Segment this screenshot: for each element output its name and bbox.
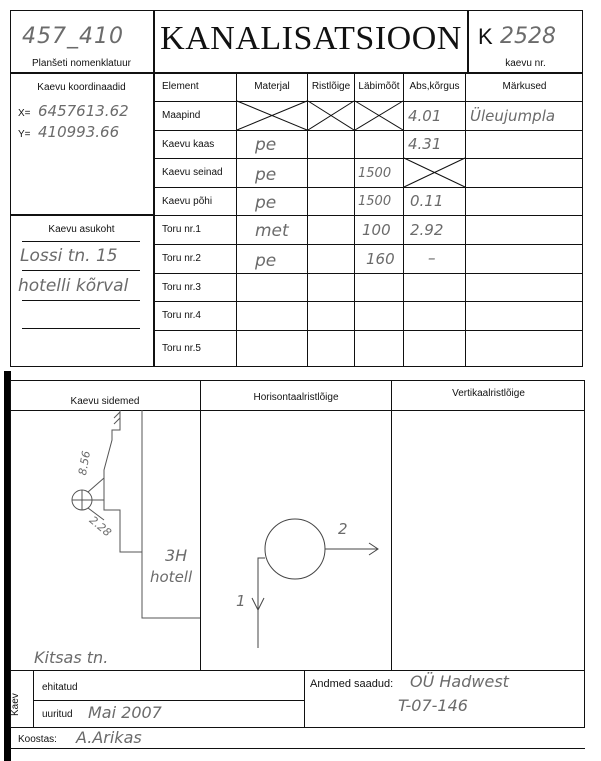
row-materjal: pe (255, 251, 277, 271)
ehitatud-label: ehitatud (42, 682, 78, 693)
row-element: Toru nr.4 (162, 310, 201, 321)
x-coordinate-value: 6457613.62 (38, 102, 129, 120)
pipe-2-label: 2 (338, 520, 348, 538)
row-abs: 0.11 (410, 192, 444, 210)
y-coordinate-value: 410993.66 (38, 123, 120, 141)
location-line-2: hotelli kõrval (18, 276, 129, 296)
row-markused: Üleujumpla (470, 107, 556, 125)
row-materjal: pe (255, 135, 277, 155)
sidemed-label: Kaevu sidemed (70, 396, 140, 407)
row-element: Toru nr.1 (162, 224, 201, 235)
well-number: 2528 (500, 24, 556, 49)
andmed-label: Andmed saadud: (310, 678, 394, 690)
andmed-value-1: OÜ Hadwest (410, 672, 509, 691)
sketch-building-name: hotell (150, 568, 193, 586)
row-materjal: pe (255, 193, 277, 213)
sketch-dist-1: 8.56 (76, 449, 94, 477)
y-prefix: Y= (18, 129, 31, 140)
row-element: Toru nr.2 (162, 253, 201, 264)
andmed-value-2: T-07-146 (398, 696, 468, 715)
location-line-1: Lossi tn. 15 (20, 246, 118, 266)
col-header-markused: Märkused (502, 81, 547, 92)
koostas-value: A.Arikas (76, 728, 142, 747)
koostas-label: Koostas: (18, 734, 57, 745)
row-element: Kaevu seinad (162, 167, 223, 178)
kaev-label: Kaev (10, 693, 21, 716)
row-abs: 4.31 (408, 135, 442, 153)
row-element: Kaevu põhi (162, 195, 213, 207)
col-header-element: Element (162, 81, 199, 92)
well-number-label: kaevu nr. (505, 58, 546, 69)
pipe-1-label: 1 (236, 592, 246, 610)
row-element: Toru nr.5 (162, 343, 201, 354)
row-element: Maapind (162, 110, 201, 121)
row-abs: – (428, 249, 436, 267)
col-header-materjal: Materjal (254, 81, 290, 92)
row-materjal: pe (255, 165, 277, 185)
row-labimoot: 100 (362, 221, 391, 239)
page-title: KANALISATSIOON (160, 20, 462, 57)
row-materjal: met (255, 221, 289, 241)
row-labimoot: 160 (366, 250, 395, 268)
nomenclature-label: Planšeti nomenklatuur (32, 58, 131, 69)
col-header-labimoot: Läbimõõt (358, 81, 400, 92)
row-element: Toru nr.3 (162, 281, 201, 293)
row-abs: 2.92 (410, 221, 444, 239)
uuritud-label: uuritud (42, 709, 73, 720)
col-header-abs-korgus: Abs,kõrgus (409, 81, 460, 92)
row-element: Kaevu kaas (162, 138, 215, 150)
sketch-dist-2: 2.28 (86, 513, 114, 540)
well-prefix: K (478, 24, 493, 49)
footer-row-line (33, 700, 304, 701)
row-labimoot: 1500 (358, 165, 392, 181)
location-label: Kaevu asukoht (48, 224, 115, 235)
sketch-building-label: 3H (165, 546, 188, 565)
row-labimoot: 1500 (358, 193, 392, 209)
row-abs: 4.01 (408, 107, 442, 125)
footer-col-line (304, 671, 305, 728)
sketch-street-label: Kitsas tn. (34, 648, 109, 667)
koostas-line (10, 748, 585, 749)
coords-label: Kaevu koordinaadid (37, 82, 126, 93)
nomenclature-value: 457_410 (22, 24, 124, 49)
vertikaal-label: Vertikaalristlõige (452, 388, 525, 399)
x-prefix: X= (18, 108, 31, 119)
col-header-ristloige: Ristlõige (311, 81, 351, 92)
uuritud-value: Mai 2007 (88, 703, 162, 722)
horisontaal-label: Horisontaalristlõige (253, 392, 339, 403)
